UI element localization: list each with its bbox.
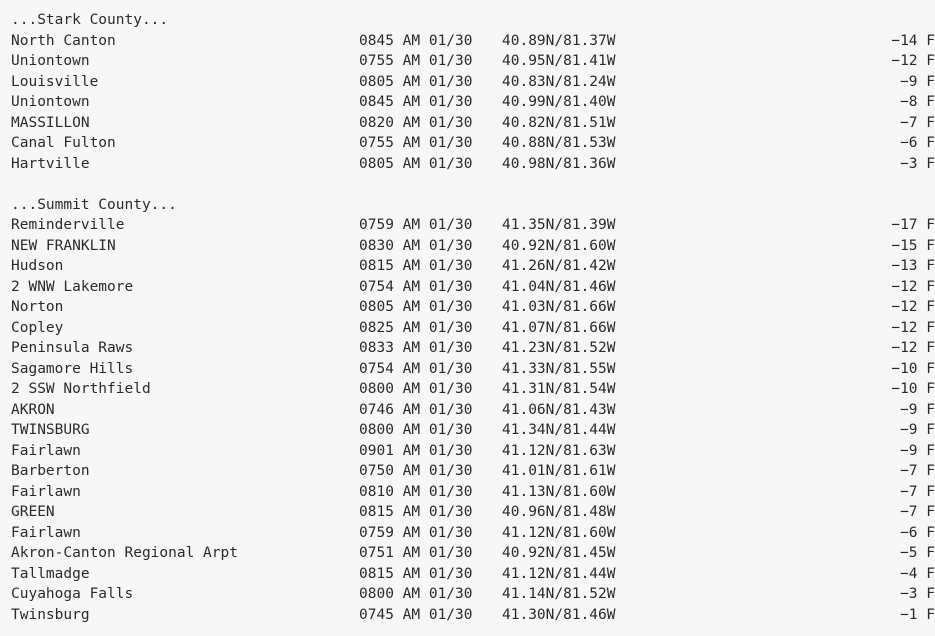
observation-time: 0800 AM 01/30: [359, 422, 473, 438]
station-name: North Canton: [11, 32, 116, 49]
station-name: 2 WNW Lakemore: [11, 278, 134, 295]
coordinates: 41.30N/81.46W: [502, 606, 616, 623]
county-header: ...Summit County...: [11, 196, 177, 213]
observation-time: 0833 AM 01/30: [359, 340, 473, 356]
station-name: Sagamore Hills: [11, 360, 134, 377]
observation-time: 0830 AM 01/30: [359, 237, 473, 254]
coordinates: 40.82N/81.51W: [502, 114, 616, 131]
station-name: Uniontown: [11, 53, 90, 69]
coordinates: 40.96N/81.48W: [502, 504, 616, 520]
station-name: GREEN: [11, 504, 55, 520]
temperature: −9 F: [900, 422, 935, 438]
report-row: [11, 133, 935, 153]
report-row: [11, 236, 935, 256]
station-name: Norton: [11, 299, 64, 315]
observation-time: 0805 AM 01/30: [359, 299, 473, 315]
report-row: [11, 318, 935, 338]
coordinates: 40.89N/81.37W: [502, 32, 616, 49]
station-name: Louisville: [11, 73, 99, 90]
temperature: −8 F: [900, 94, 935, 110]
station-name: Twinsburg: [11, 606, 90, 623]
temperature: −13 F: [891, 258, 935, 274]
coordinates: 40.88N/81.53W: [502, 135, 616, 151]
coordinates: 41.23N/81.52W: [502, 340, 616, 356]
temperature: −12 F: [891, 299, 935, 315]
temperature: −14 F: [891, 32, 935, 49]
observation-time: 0901 AM 01/30: [359, 442, 473, 459]
report-row: [11, 215, 935, 235]
temperature: −9 F: [900, 73, 935, 90]
observation-time: 0800 AM 01/30: [359, 586, 473, 602]
coordinates: 40.98N/81.36W: [502, 155, 616, 172]
observation-time: 0750 AM 01/30: [359, 463, 473, 479]
station-name: Hartville: [11, 155, 90, 172]
coordinates: 40.83N/81.24W: [502, 73, 616, 90]
station-name: NEW FRANKLIN: [11, 237, 116, 254]
report-row: [11, 461, 935, 481]
observation-time: 0825 AM 01/30: [359, 319, 473, 336]
coordinates: 41.13N/81.60W: [502, 483, 616, 500]
temperature: −7 F: [900, 483, 935, 500]
coordinates: 41.33N/81.55W: [502, 360, 616, 377]
report-row: [11, 338, 935, 358]
report-row: [11, 72, 935, 92]
report-row: [11, 564, 935, 584]
coordinates: 41.01N/81.61W: [502, 463, 616, 479]
report-row: [11, 441, 935, 461]
observation-time: 0815 AM 01/30: [359, 504, 473, 520]
temperature: −5 F: [900, 545, 935, 561]
report-row: [11, 297, 935, 317]
report-row: [11, 51, 935, 71]
report-row: [11, 400, 935, 420]
report-row: [11, 277, 935, 297]
observation-time: 0845 AM 01/30: [359, 94, 473, 110]
station-name: Akron-Canton Regional Arpt: [11, 545, 238, 561]
observation-time: 0751 AM 01/30: [359, 545, 473, 561]
observation-time: 0810 AM 01/30: [359, 483, 473, 500]
temperature: −12 F: [891, 278, 935, 295]
observation-time: 0820 AM 01/30: [359, 114, 473, 131]
temperature: −9 F: [900, 401, 935, 418]
coordinates: 40.92N/81.45W: [502, 545, 616, 561]
temperature: −12 F: [891, 53, 935, 69]
station-name: 2 SSW Northfield: [11, 381, 151, 397]
coordinates: 41.07N/81.66W: [502, 319, 616, 336]
observation-time: 0754 AM 01/30: [359, 278, 473, 295]
station-name: Fairlawn: [11, 524, 81, 541]
report-row: [11, 379, 935, 399]
coordinates: 40.99N/81.40W: [502, 94, 616, 110]
observation-time: 0800 AM 01/30: [359, 381, 473, 397]
report-row: [11, 584, 935, 604]
coordinates: 41.26N/81.42W: [502, 258, 616, 274]
temperature: −7 F: [900, 504, 935, 520]
station-name: Cuyahoga Falls: [11, 586, 134, 602]
station-name: AKRON: [11, 401, 55, 418]
temperature: −15 F: [891, 237, 935, 254]
coordinates: 41.12N/81.60W: [502, 524, 616, 541]
coordinates: 41.14N/81.52W: [502, 586, 616, 602]
observation-time: 0845 AM 01/30: [359, 32, 473, 49]
temperature: −3 F: [900, 155, 935, 172]
observation-time: 0759 AM 01/30: [359, 524, 473, 541]
observation-time: 0759 AM 01/30: [359, 217, 473, 233]
station-name: Fairlawn: [11, 483, 81, 500]
report-row: [11, 543, 935, 563]
station-name: MASSILLON: [11, 114, 90, 131]
temperature: −10 F: [891, 381, 935, 397]
report-row: [11, 482, 935, 502]
station-name: Barberton: [11, 463, 90, 479]
coordinates: 41.35N/81.39W: [502, 217, 616, 233]
temperature: −12 F: [891, 319, 935, 336]
report-row: [11, 154, 935, 174]
coordinates: 41.12N/81.44W: [502, 565, 616, 582]
temperature: −3 F: [900, 586, 935, 602]
observation-time: 0805 AM 01/30: [359, 73, 473, 90]
coordinates: 41.12N/81.63W: [502, 442, 616, 459]
station-name: Copley: [11, 319, 64, 336]
observation-time: 0755 AM 01/30: [359, 53, 473, 69]
observation-time: 0815 AM 01/30: [359, 565, 473, 582]
temperature: −12 F: [891, 340, 935, 356]
report-row: [11, 92, 935, 112]
report-row: [11, 523, 935, 543]
temperature: −1 F: [900, 606, 935, 623]
coordinates: 41.34N/81.44W: [502, 422, 616, 438]
coordinates: 41.03N/81.66W: [502, 299, 616, 315]
observation-time: 0755 AM 01/30: [359, 135, 473, 151]
temperature: −4 F: [900, 565, 935, 582]
observation-time: 0805 AM 01/30: [359, 155, 473, 172]
station-name: Fairlawn: [11, 442, 81, 459]
temperature: −6 F: [900, 135, 935, 151]
observation-time: 0754 AM 01/30: [359, 360, 473, 377]
temperature: −7 F: [900, 114, 935, 131]
temperature: −10 F: [891, 360, 935, 377]
temperature: −9 F: [900, 442, 935, 459]
observation-time: 0745 AM 01/30: [359, 606, 473, 623]
coordinates: 41.04N/81.46W: [502, 278, 616, 295]
station-name: Canal Fulton: [11, 135, 116, 151]
coordinates: 41.31N/81.54W: [502, 381, 616, 397]
station-name: Uniontown: [11, 94, 90, 110]
station-name: Tallmadge: [11, 565, 90, 582]
station-name: TWINSBURG: [11, 422, 90, 438]
temperature: −6 F: [900, 524, 935, 541]
coordinates: 41.06N/81.43W: [502, 401, 616, 418]
station-name: Reminderville: [11, 217, 125, 233]
coordinates: 40.95N/81.41W: [502, 53, 616, 69]
observation-time: 0746 AM 01/30: [359, 401, 473, 418]
temperature: −7 F: [900, 463, 935, 479]
report-row: [11, 31, 935, 51]
report-row: [11, 420, 935, 440]
coordinates: 40.92N/81.60W: [502, 237, 616, 254]
report-row: [11, 113, 935, 133]
report-row: [11, 359, 935, 379]
station-name: Peninsula Raws: [11, 340, 134, 356]
temperature: −17 F: [891, 217, 935, 233]
report-row: [11, 605, 935, 625]
station-name: Hudson: [11, 258, 64, 274]
observation-time: 0815 AM 01/30: [359, 258, 473, 274]
report-row: [11, 502, 935, 522]
county-header: ...Stark County...: [11, 12, 169, 28]
report-row: [11, 256, 935, 276]
